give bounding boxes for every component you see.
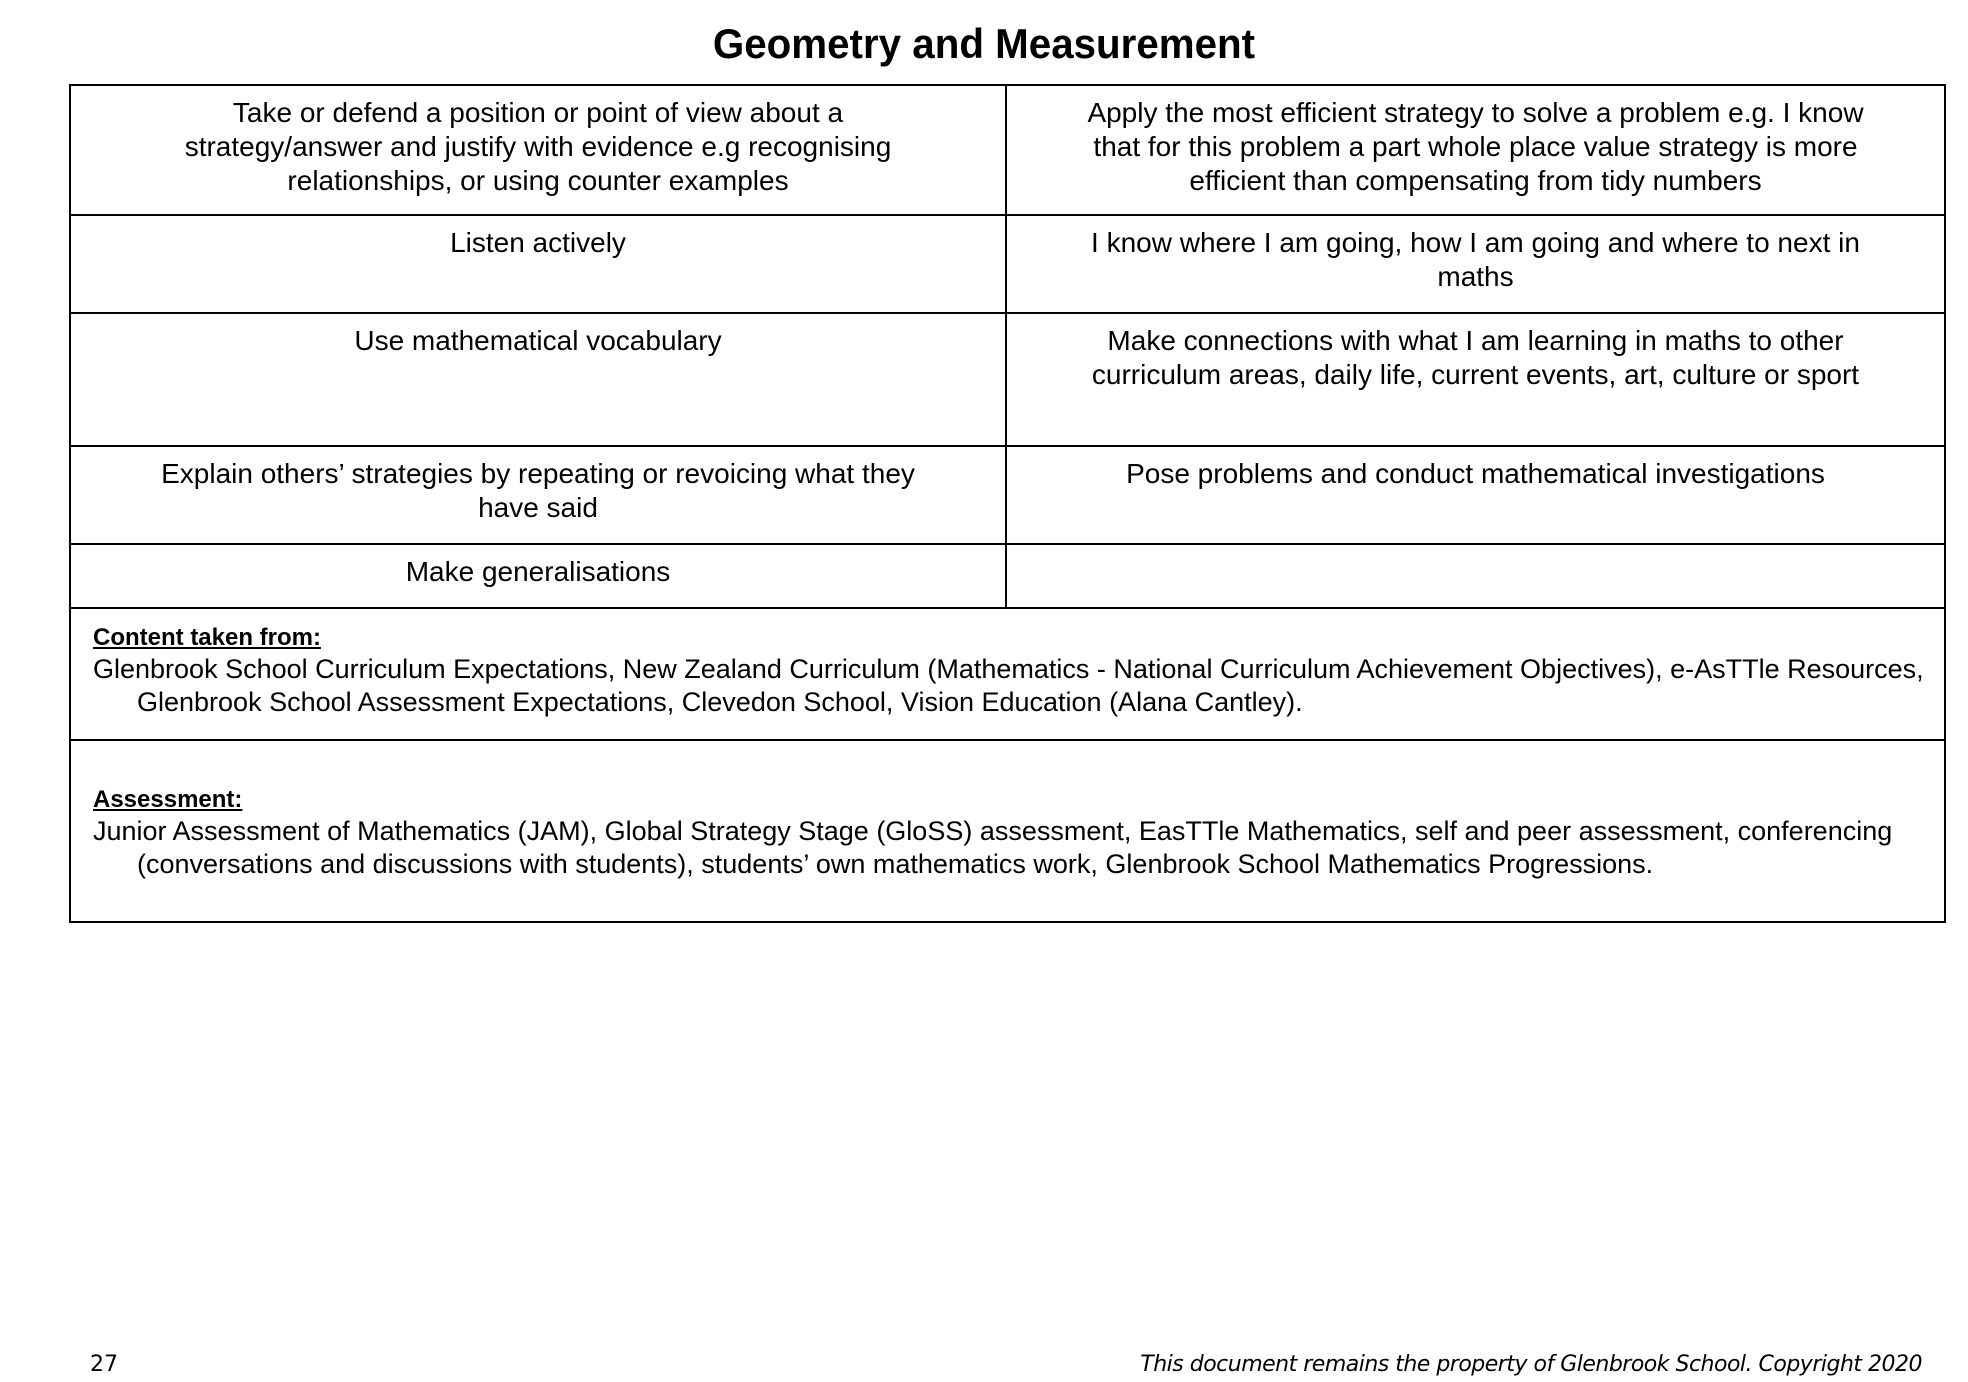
table-row [70,215,1945,313]
content-source-body: Glenbrook School Curriculum Expectations, New Zealand Curriculum (Mathematics - National Curriculum Achievement Objectives), e-AsTTle Resources, Glenbrook School Assessment Expectations, Clevedon School, Vision Education (Alana Cantley). [93,654,1924,717]
table-row [70,544,1945,608]
page-title: Geometry and Measurement [712,20,1256,67]
table-cell-right: Make connections with what I am learning in maths to other curriculum areas, daily life, current events, art, culture or sport [1006,313,1945,446]
table-cell-left: Use mathematical vocabulary [70,313,1006,446]
table-row [70,85,1945,215]
table-cell-left: Listen actively [70,215,1006,313]
table-cell-left: Explain others’ strategies by repeating or revoicing what they have said [70,446,1006,544]
table-row [70,313,1945,446]
content-source-row [70,608,1945,740]
competencies-table [69,84,1946,923]
copyright-notice: This document remains the property of Glenbrook School. Copyright 2020 [1140,1352,1922,1377]
assessment-body: Junior Assessment of Mathematics (JAM), Global Strategy Stage (GloSS) assessment, EasTTle Mathematics, self and peer assessment, conferencing (conversations and discussions with students), students’ own mathematics work, Glenbrook School Mathematics Progressions. [93,816,1893,879]
table-row [70,446,1945,544]
page-number: 27 [90,1352,118,1377]
table-cell-right-empty [1006,544,1945,608]
table-cell-right: Apply the most efficient strategy to solve a problem e.g. I know that for this problem a part whole place value strategy is more efficient than compensating from tidy numbers [1006,85,1945,215]
content-source-heading: Content taken from: [93,624,321,651]
table-cell-left: Make generalisations [70,544,1006,608]
content-source-cell [70,608,1945,740]
table-cell-right: I know where I am going, how I am going and where to next in maths [1006,215,1945,313]
assessment-cell [70,740,1945,922]
assessment-row [70,740,1945,922]
assessment-heading: Assessment: [93,786,243,813]
table-cell-left: Take or defend a position or point of view about a strategy/answer and justify with evidence e.g recognising relationships, or using counter examples [70,85,1006,215]
table-cell-right: Pose problems and conduct mathematical investigations [1006,446,1945,544]
